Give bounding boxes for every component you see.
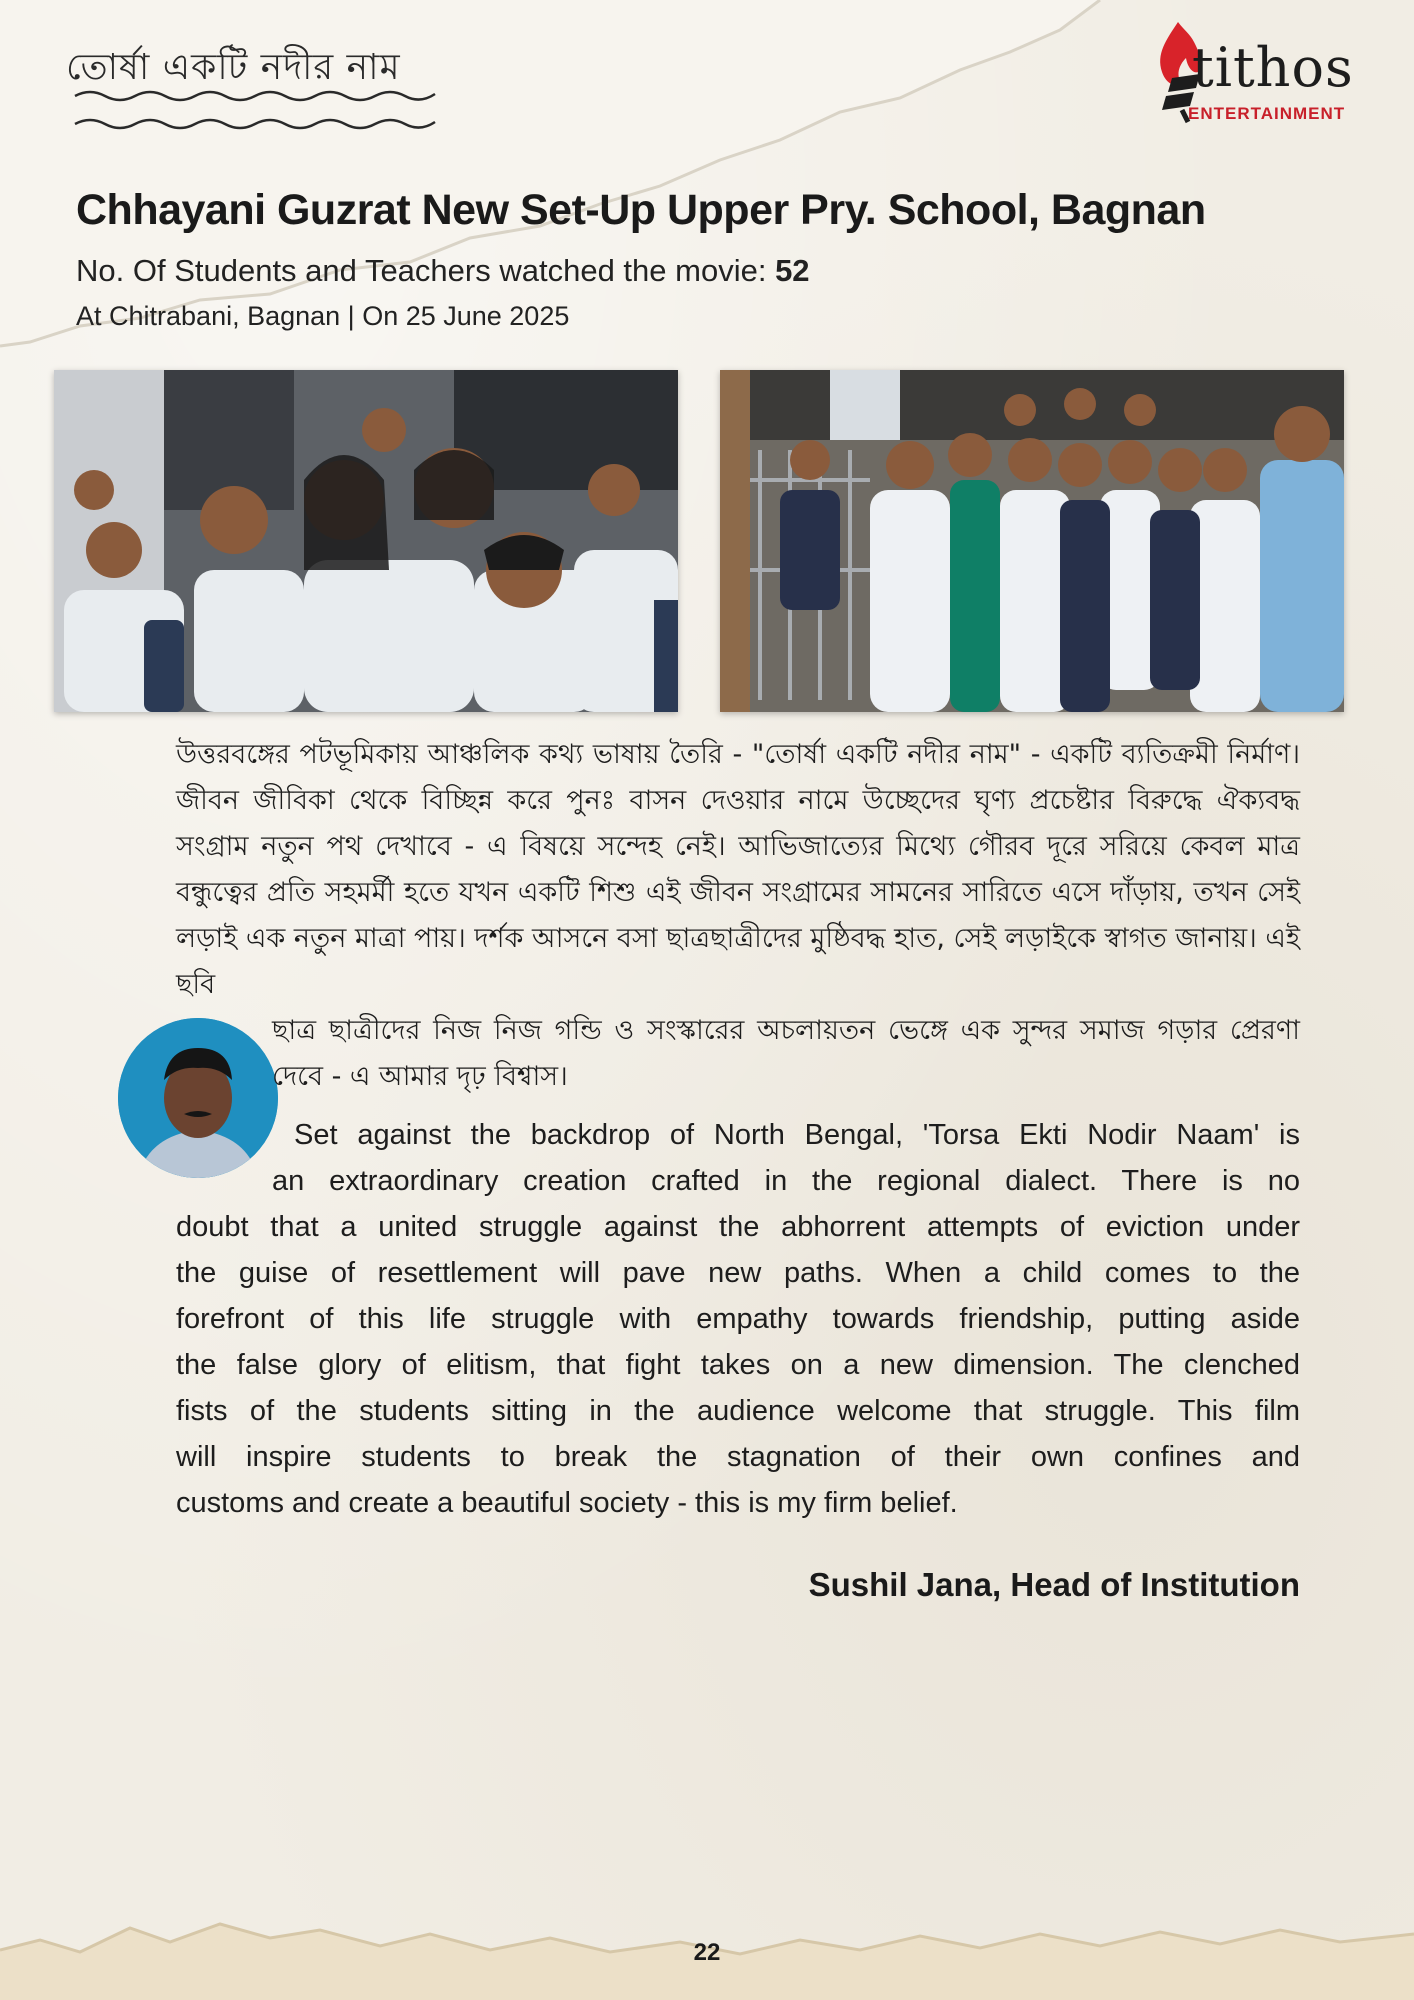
attendance-label: No. Of Students and Teachers watched the movie: (76, 253, 767, 288)
film-title-bengali: তোর্ষা একটি নদীর নাম (66, 47, 401, 88)
english-line: customs and create a beautiful society - this is my firm belief. (176, 1487, 958, 1519)
english-line: an extraordinary creation crafted in the regional dialect. There is no (272, 1165, 1300, 1197)
logo-wordmark: tithos (1192, 36, 1354, 99)
testimonial-english-first-line (294, 1112, 1300, 1158)
testimonial-bengali-part1: উত্তরবঙ্গের পটভূমিকায় আঞ্চলিক কথ্য ভাষায় তৈরি - "তোর্ষা একটি নদীর নাম" - একটি ব্যতিক্রমী নির্মাণ। জীবন জীবিকা থেকে বিচ্ছিন্ন করে পুনঃ বাসন দেওয়ার নামে উচ্ছেদের ঘৃণ্য প্রচেষ্টার বিরুদ্ধে ঐক্যবদ্ধ সংগ্রাম নতুন পথ দেখাবে - এ বিষয়ে সন্দেহ নেই। আভিজাত্যের মিথ্যে গৌরব দূরে সরিয়ে কেবল মাত্র বন্ধুত্বের প্রতি সহমর্মী হতে যখন একটি শিশু এই জীবন সংগ্রামের সামনের সারিতে এসে দাঁড়ায়, তখন সেই লড়াই এক নতুন মাত্রা পায়। দর্শক আসনে বসা ছাত্রছাত্রীদের মুষ্ঠিবদ্ধ হাত, সেই লড়াইকে স্বাগত জানায়। এই ছবি (176, 739, 1300, 1000)
english-line: will inspire students to break the stagnation of their own confines and (176, 1441, 1300, 1473)
english-line: doubt that a united struggle against the abhorrent attempts of eviction under (176, 1211, 1300, 1243)
students-group-photo-right (720, 370, 1344, 712)
testimonial-english-body (272, 1158, 1300, 1204)
english-line: Set against the backdrop of North Bengal, 'Torsa Ekti Nodir Naam' is (294, 1119, 1300, 1151)
english-line: the guise of resettlement will pave new paths. When a child comes to the (176, 1257, 1300, 1289)
testimonial-bengali-part2: ছাত্র ছাত্রীদের নিজ নিজ গন্ডি ও সংস্কারের অচলায়তন ভেঙ্গে এক সুন্দর সমাজ গড়ার প্রেরণা দেবে - এ আমার দৃঢ় বিশ্বাস। (272, 1015, 1300, 1092)
squiggle-underline (70, 86, 440, 136)
english-line: forefront of this life struggle with empathy towards friendship, putting aside (176, 1303, 1300, 1335)
testimonial-english-body-rest (176, 1204, 1300, 1526)
attendance-count: 52 (775, 253, 810, 288)
english-line: the false glory of elitism, that fight takes on a new dimension. The clenched (176, 1349, 1300, 1381)
logo-subtitle: ENTERTAINMENT (1188, 104, 1346, 123)
head-of-institution-portrait (118, 1018, 278, 1178)
page-number: 22 (693, 1939, 721, 1966)
english-line: fists of the students sitting in the audience welcome that struggle. This film (176, 1395, 1300, 1427)
venue-date-line: At Chitrabani, Bagnan | On 25 June 2025 (76, 301, 570, 331)
school-name-heading: Chhayani Guzrat New Set-Up Upper Pry. School, Bagnan (76, 186, 1206, 234)
attendance-line (76, 253, 810, 289)
students-group-photo-left (54, 370, 678, 712)
signature-attribution: Sushil Jana, Head of Institution (808, 1566, 1300, 1603)
